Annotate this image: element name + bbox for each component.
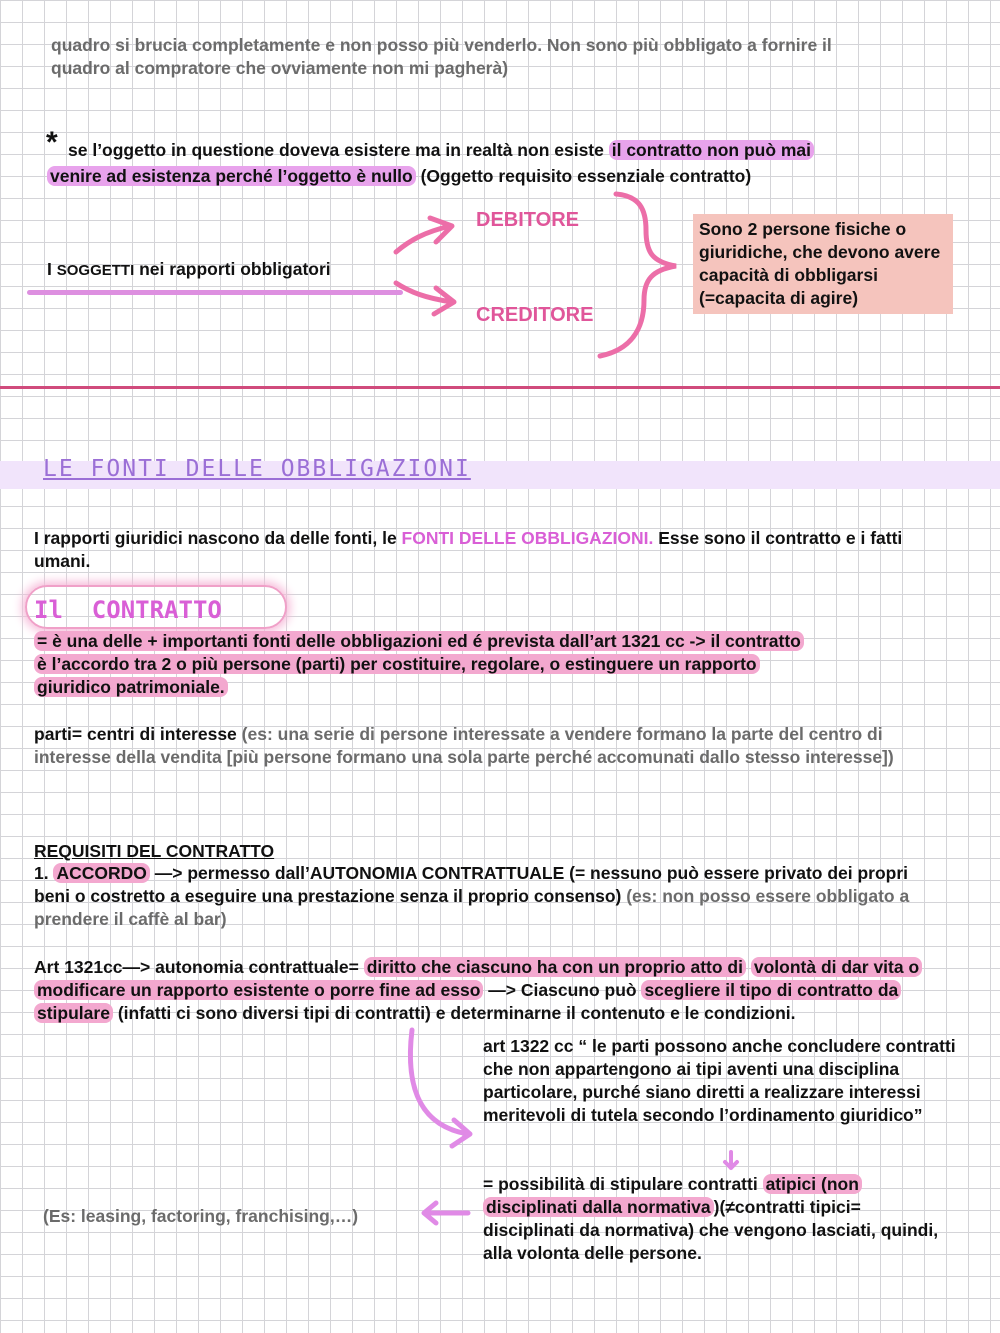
- arrow-to-art1322-icon: [410, 1030, 468, 1134]
- fonti-text-a: I rapporti giuridici nascono da delle fonti, le: [34, 528, 402, 548]
- star-note-text-b: (Oggetto requisito essenziale contratto): [415, 166, 752, 186]
- star-note-text-a: se l’oggetto in questione doveva esistere ma in realtà non esiste: [68, 140, 609, 160]
- section-title: LE FONTI DELLE OBBLIGAZIONI: [43, 456, 471, 482]
- contratto-def-line-2: è l’accordo tra 2 o più persone (parti) per costituire, regolare, o estinguere un rapporto: [34, 654, 760, 674]
- parti-label: parti= centri di interesse: [34, 724, 237, 744]
- intro-line-2: quadro al compratore che ovviamente non mi pagherà): [51, 58, 509, 78]
- arrow-to-esempi-icon: [424, 1203, 468, 1223]
- art1321-highlight-1: diritto che ciascuno ha con un proprio atto di: [364, 957, 746, 977]
- contratto-heading: Il CONTRATTO: [34, 596, 222, 624]
- arrow-down-small-icon: [725, 1152, 737, 1168]
- accordo-example: (es: non posso essere obbligato a prendere il caffè al bar): [34, 886, 910, 929]
- esempi-text: (Es: leasing, factoring, franchising,…): [43, 1206, 359, 1226]
- fonti-highlight: FONTI DELLE OBBLIGAZIONI.: [401, 528, 654, 548]
- soggetti-prefix: I: [47, 259, 57, 279]
- contratto-def-line-3: giuridico patrimoniale.: [34, 677, 228, 697]
- accordo-highlight: ACCORDO: [53, 863, 149, 883]
- requisiti-number: 1.: [34, 863, 54, 883]
- contratto-def-line-1: = è una delle + importanti fonti delle obbligazioni ed é prevista dall’art 1321 cc -> il contratto: [34, 631, 804, 651]
- art1322-quote: art 1322 cc “ le parti possono anche concludere contratti che non appartengono ai tipi aventi una disciplina particolare, purché siano diretti a realizzare interessi meritevoli di tutela secondo l’ordinamento giuridico”: [483, 1036, 956, 1125]
- requisiti-title: REQUISITI DEL CONTRATTO: [34, 841, 275, 861]
- atipici-highlight-1: atipici (non: [763, 1174, 862, 1194]
- atipici-highlight-2: disciplinati dalla normativa: [483, 1197, 714, 1217]
- star-note-highlight-b: venire ad esistenza perché l’oggetto è nullo: [47, 166, 416, 186]
- art1321-highlight-3: scegliere il tipo di contratto da stipulare: [34, 980, 901, 1023]
- intro-line-1: quadro si brucia completamente e non posso più venderlo. Non sono più obbligato a fornire il: [51, 35, 832, 55]
- atipici-text-a: = possibilità di stipulare contratti: [483, 1174, 763, 1194]
- creditore-label: CREDITORE: [476, 304, 594, 326]
- art1321-text-b: —> Ciascuno può: [483, 980, 642, 1000]
- asterisk-icon: *: [46, 126, 58, 159]
- accordo-text: —> permesso dall’AUTONOMIA CONTRATTUALE (= nessuno può essere privato dei propri beni o costretto a eseguire una prestazione senza il proprio consenso): [34, 863, 909, 906]
- soggetti-note-box: Sono 2 persone fisiche o giuridiche, che devono avere capacità di obbligarsi (=capacita di agire): [693, 214, 953, 314]
- debitore-label: DEBITORE: [476, 209, 579, 231]
- art1321-highlight-2: volontà di dar vita o modificare un rapporto esistente o porre fine ad esso: [34, 957, 922, 1000]
- atipici-paragraph: [483, 1173, 953, 1265]
- parti-example: (es: una serie di persone interessate a vendere formano la parte del centro di interesse della vendita [più persone formano una sola parte perché accomunati dallo stesso interesse]): [34, 724, 894, 767]
- fonti-text-b: Esse sono il contratto e i fatti umani.: [34, 528, 903, 571]
- soggetti-suffix: nei rapporti obbligatori: [134, 259, 331, 279]
- soggetti-caps: SOGGETTI: [56, 262, 135, 279]
- art1321-text-c: (infatti ci sono diversi tipi di contratti) e determinarne il contenuto e le condizioni.: [112, 1003, 796, 1023]
- atipici-text-b: )(≠contratti tipici= disciplinati da normativa) che vengono lasciati, quindi, alla volonta delle persone.: [483, 1197, 939, 1263]
- star-note-highlight-a: il contratto non può mai: [609, 140, 814, 160]
- art1321-text-a: Art 1321cc—> autonomia contrattuale=: [34, 957, 364, 977]
